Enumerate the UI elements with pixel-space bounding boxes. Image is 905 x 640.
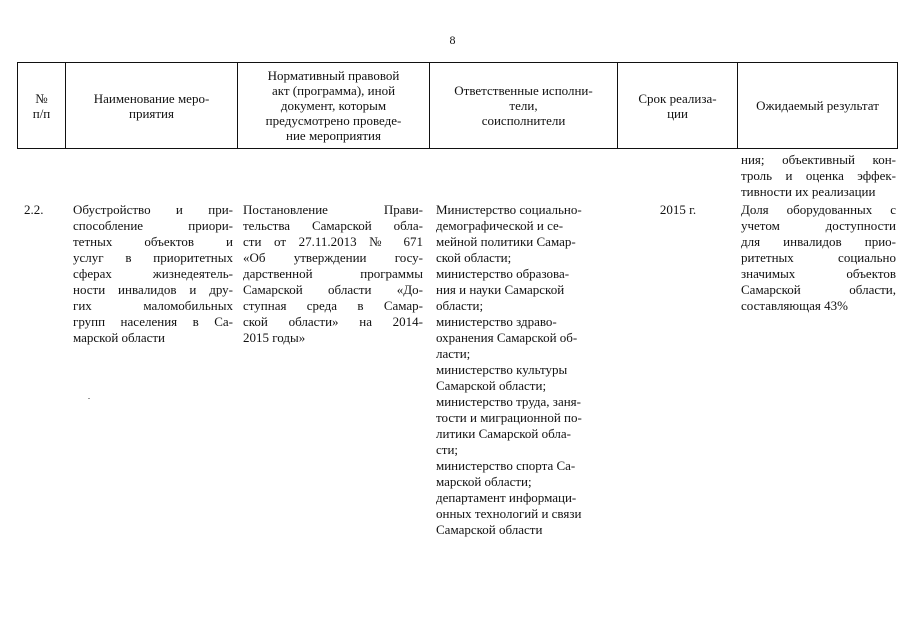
result-continuation — [741, 152, 896, 200]
text-line: групп населения в Са- — [73, 314, 233, 329]
header-term: Срок реализа- ции — [618, 63, 738, 149]
row-responsible — [436, 202, 614, 538]
text-line: Доля оборудованных с — [741, 202, 896, 217]
text-line: области; — [436, 298, 484, 313]
text-line: услуг в приоритетных — [73, 250, 233, 265]
page-number: 8 — [449, 33, 456, 47]
text-line: ской области; — [436, 250, 512, 265]
text-line: гих маломобильных — [73, 298, 233, 313]
header-responsible: Ответственные исполни- тели, соисполнители — [430, 63, 618, 149]
text-line: тости и миграционной по- — [436, 410, 582, 425]
row-legal-act — [243, 202, 423, 346]
text-line: ступная среда в Самар- — [243, 298, 423, 313]
text-line: 2015 годы» — [243, 330, 306, 345]
text-line: охранения Самарской об- — [436, 330, 578, 345]
text-line: ской области» на 2014- — [243, 314, 423, 329]
text-line: министерство труда, заня- — [436, 394, 581, 409]
row-term: 2015 г. — [659, 202, 697, 217]
text-line: ритетных социально — [741, 250, 896, 265]
text-line: министерство здраво- — [436, 314, 557, 329]
text-line: Самарской области; — [436, 378, 547, 393]
text-line: литики Самарской обла- — [436, 426, 571, 441]
header-row — [18, 63, 898, 149]
text-line: способление приори- — [73, 218, 233, 233]
text-line: марской области; — [436, 474, 532, 489]
text-line: троль и оценка эффек- — [741, 168, 896, 183]
text-line: ния; объективный кон- — [741, 152, 896, 167]
text-line: тивности их реализации — [741, 184, 876, 199]
row-expected-result — [741, 202, 896, 314]
header-number: № п/п — [18, 63, 66, 149]
text-line: «Об утверждении госу- — [243, 250, 423, 265]
header-name: Наименование меро- приятия — [66, 63, 238, 149]
text-line: значимых объектов — [741, 266, 896, 281]
row-number: 2.2. — [24, 202, 44, 217]
text-line: тельства Самарской обла- — [243, 218, 423, 233]
text-line: для инвалидов прио- — [741, 234, 896, 249]
text-line: сферах жизнедеятель- — [73, 266, 233, 281]
header-legal-act: Нормативный правовой акт (программа), иной документ, которым предусмотрено проведе- ние мероприятия — [238, 63, 430, 149]
text-line: дарственной программы — [243, 266, 423, 281]
text-line: министерство образова- — [436, 266, 570, 281]
text-line: сти; — [436, 442, 459, 457]
text-line: демографической и се- — [436, 218, 564, 233]
text-line: ния и науки Самарской — [436, 282, 565, 297]
text-line: департамент информаци- — [436, 490, 577, 505]
row-measure-name — [73, 202, 233, 346]
text-line: марской области — [73, 330, 165, 345]
text-line: мейной политики Самар- — [436, 234, 576, 249]
text-line: сти от 27.11.2013 № 671 — [243, 234, 423, 249]
text-line: Самарской области, — [741, 282, 896, 297]
text-line: Постановление Прави- — [243, 202, 423, 217]
text-line: учетом доступности — [741, 218, 896, 233]
text-line: составляющая 43% — [741, 298, 848, 313]
text-line: Министерство социально- — [436, 202, 582, 217]
text-line: министерство спорта Са- — [436, 458, 576, 473]
table-row — [17, 202, 897, 582]
text-line: министерство культуры — [436, 362, 568, 377]
text-line: ласти; — [436, 346, 471, 361]
text-line: ности инвалидов и дру- — [73, 282, 233, 297]
text-line: тетных объектов и — [73, 234, 233, 249]
scan-speck — [88, 398, 90, 399]
text-line: Самарской области — [436, 522, 543, 537]
table-header — [17, 62, 898, 149]
text-line: онных технологий и связи — [436, 506, 582, 521]
header-result: Ожидаемый результат — [738, 63, 898, 149]
text-line: Обустройство и при- — [73, 202, 233, 217]
text-line: Самарской области «До- — [243, 282, 423, 297]
